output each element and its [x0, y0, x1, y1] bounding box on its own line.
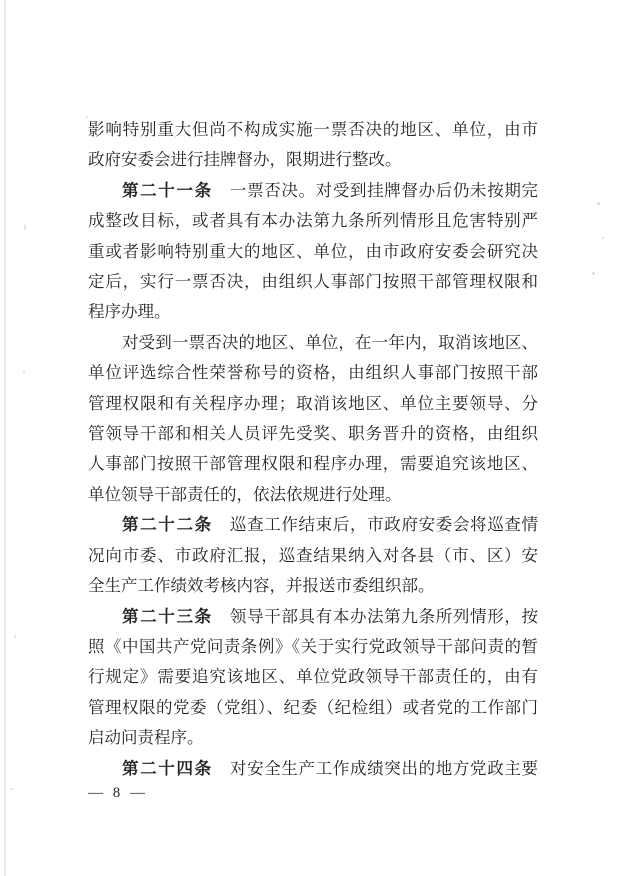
- text-line-content: 人事部门按照干部管理权限和程序办理，需要追究该地区、: [88, 454, 538, 474]
- text-line: [88, 419, 538, 449]
- text-line-content: 重或者影响特别重大的地区、单位，由市政府安委会研究决: [88, 241, 538, 261]
- text-line-content: 对安全生产工作成绩突出的地方党政主要: [229, 758, 539, 778]
- text-line: [88, 206, 538, 236]
- scan-speck: [592, 272, 595, 275]
- scan-speck: [602, 237, 604, 239]
- scan-speck: [14, 635, 16, 638]
- text-line-content: 况向市委、市政府汇报，巡查结果纳入对各县（市、区）安: [88, 545, 538, 565]
- text-line: [88, 267, 538, 297]
- text-line-content: 单位领导干部责任的，依法依规进行处理。: [88, 484, 402, 504]
- page-number: — 8 —: [88, 785, 148, 801]
- text-line: [88, 389, 538, 419]
- text-line: [88, 510, 538, 540]
- text-line: [88, 662, 538, 692]
- text-line-content: 管理权限的党委（党组）、纪委（纪检组）或者党的工作部门: [88, 697, 538, 717]
- text-line-content: 巡查工作结束后，市政府安委会将巡查情: [229, 515, 539, 535]
- article-heading: 第二十四条: [122, 759, 213, 778]
- text-line-content: 全生产工作绩效考核内容，并报送市委组织部。: [88, 576, 435, 596]
- text-line: [88, 449, 538, 479]
- text-line-content: 行规定》需要追究该地区、单位党政领导干部责任的，由有: [88, 667, 538, 687]
- scan-edge-artifact: [4, 0, 6, 876]
- text-line: [88, 602, 538, 632]
- article-heading: 第二十三条: [122, 607, 213, 626]
- text-line: [88, 237, 538, 267]
- text-line-content: 一票否决。对受到挂牌督办后仍未按期完: [229, 180, 539, 200]
- scan-speck: [10, 788, 13, 790]
- text-line-content: 管领导干部和相关人员评先受奖、职务晋升的资格，由组织: [88, 424, 538, 444]
- text-line: [88, 328, 538, 358]
- scan-speck: [597, 202, 600, 205]
- text-line: [88, 176, 538, 206]
- text-line-content: 定后，实行一票否决，由组织人事部门按照干部管理权限和: [88, 272, 538, 292]
- text-line-content: 照《中国共产党问责条例》《关于实行党政领导干部问责的暂: [88, 636, 538, 656]
- text-line-content: 单位评选综合性荣誉称号的资格，由组织人事部门按照干部: [88, 363, 538, 383]
- document-body: [88, 115, 538, 784]
- text-line: [88, 723, 538, 753]
- text-line: [88, 358, 538, 388]
- text-line: [88, 145, 538, 175]
- text-line-content: 政府安委会进行挂牌督办，限期进行整改。: [88, 150, 402, 170]
- text-line: [88, 693, 538, 723]
- article-heading: 第二十二条: [122, 516, 213, 535]
- text-line-content: 影响特别重大但尚不构成实施一票否决的地区、单位，由市: [88, 120, 538, 139]
- text-line-content: 启动问责程序。: [88, 728, 204, 748]
- text-line: [88, 480, 538, 510]
- text-line-content: 程序办理。: [88, 302, 171, 322]
- text-line: [88, 754, 538, 784]
- text-line-content: 成整改目标，或者具有本办法第九条所列情形且危害特别严: [88, 211, 538, 231]
- text-line-content: 管理权限和有关程序办理；取消该地区、单位主要领导、分: [88, 393, 538, 413]
- text-line: [88, 115, 538, 145]
- scan-speck: [24, 225, 26, 230]
- text-line-content: 对受到一票否决的地区、单位，在一年内，取消该地区、: [122, 332, 538, 352]
- text-line: [88, 571, 538, 601]
- text-line: [88, 541, 538, 571]
- text-line-content: 领导干部具有本办法第九条所列情形，按: [229, 606, 539, 626]
- text-line: [88, 297, 538, 327]
- article-heading: 第二十一条: [122, 181, 213, 200]
- scan-speck: [23, 370, 25, 373]
- text-line: [88, 632, 538, 662]
